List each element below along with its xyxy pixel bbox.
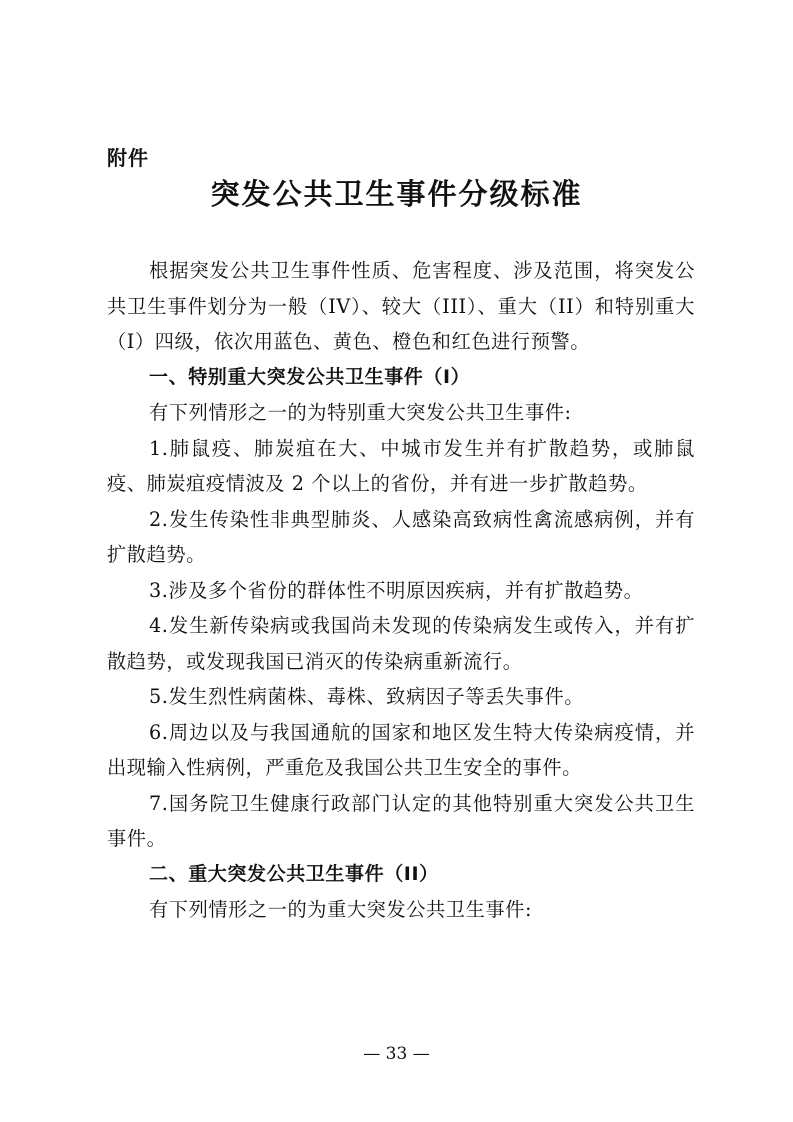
document-title: 突发公共卫生事件分级标准 [210, 177, 583, 211]
section-1-item-5: 5.发生烈性病菌株、毒株、致病因子等丢失事件。 [149, 685, 585, 708]
section-1-item-2: 2.发生传染性非典型肺炎、人感染高致病性禽流感病例，并有扩散趋势。 [107, 507, 695, 566]
section-1-heading: 一、特别重大突发公共卫生事件（I） [149, 365, 471, 388]
section-1-item-4: 4.发生新传染病或我国尚未发现的传染病发生或传入，并有扩散趋势，或发现我国已消灭的传染病重新流行。 [107, 614, 695, 673]
intro-paragraph: 根据突发公共卫生事件性质、危害程度、涉及范围，将突发公共卫生事件划分为一般（IV）、较大（III）、重大（II）和特别重大（I）四级，依次用蓝色、黄色、橙色和红色进行预警。 [107, 259, 695, 353]
attachment-label: 附件 [107, 146, 149, 170]
section-1-item-7: 7.国务院卫生健康行政部门认定的其他特别重大突发公共卫生事件。 [107, 791, 695, 850]
section-2-lead: 有下列情形之一的为重大突发公共卫生事件: [149, 898, 533, 921]
section-2-heading: 二、重大突发公共卫生事件（II） [149, 862, 439, 885]
section-1-item-6: 6.周边以及与我国通航的国家和地区发生特大传染病疫情，并出现输入性病例，严重危及我国公共卫生安全的事件。 [107, 720, 695, 779]
page-number: — 33 — [363, 1044, 430, 1064]
document-body [107, 253, 695, 928]
section-1-item-1: 1.肺鼠疫、肺炭疽在大、中城市发生并有扩散趋势，或肺鼠疫、肺炭疽疫情波及 2 个以上的省份，并有进一步扩散趋势。 [107, 436, 695, 495]
section-1-lead: 有下列情形之一的为特别重大突发公共卫生事件: [149, 401, 572, 424]
section-1-item-3: 3.涉及多个省份的群体性不明原因疾病，并有扩散趋势。 [149, 578, 644, 602]
